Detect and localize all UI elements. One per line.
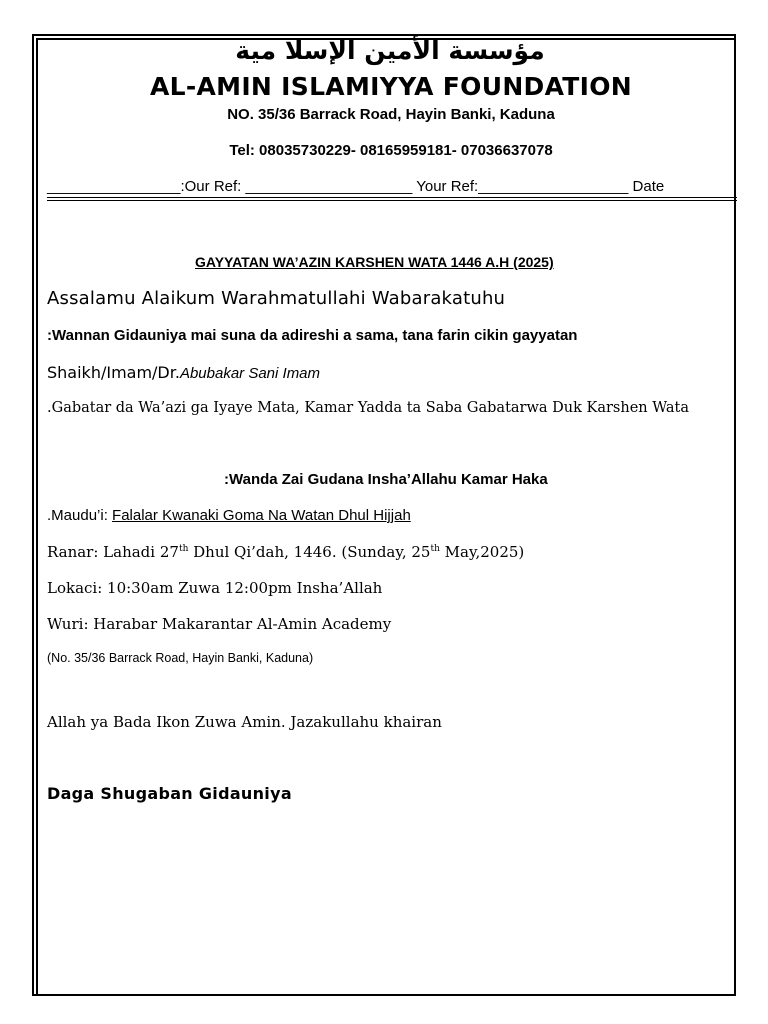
closing-line: Allah ya Bada Ikon Zuwa Amin. Jazakullahu khairan: [47, 713, 442, 731]
date-middle: Dhul Qi’dah, 1446. (Sunday, 25: [188, 543, 431, 561]
intro-line: :Wannan Gidauniya mai suna da adireshi a sama, tana farin cikin gayyatan: [47, 327, 578, 344]
date-prefix: Ranar: Lahadi 27: [47, 543, 179, 561]
letter-subject: GAYYATAN WA’AZIN KARSHEN WATA 1446 A.H (2025): [195, 254, 554, 270]
topic-value: Falalar Kwanaki Goma Na Watan Dhul Hijjah: [112, 507, 411, 524]
reference-line: ________________:Our Ref: ____________________ Your Ref:__________________ Date: [47, 178, 665, 195]
topic-row: [47, 507, 411, 524]
purpose-line: .Gabatar da Wa’azi ga Iyaye Mata, Kamar Yadda ta Saba Gabatarwa Duk Karshen Wata: [47, 400, 689, 416]
foundation-name: AL-AMIN ISLAMIYYA FOUNDATION: [149, 72, 633, 101]
venue-address: (No. 35/36 Barrack Road, Hayin Banki, Kaduna): [47, 651, 314, 665]
salutation: Assalamu Alaikum Warahmatullahi Wabarakatuhu: [47, 288, 506, 309]
date-ordinal-2: th: [430, 544, 440, 554]
header-divider-secondary: [47, 200, 737, 201]
date-suffix: May,2025): [439, 543, 525, 561]
date-row: [47, 543, 524, 561]
foundation-address: NO. 35/36 Barrack Road, Hayin Banki, Kaduna: [227, 106, 555, 123]
header-divider: [47, 197, 737, 198]
speaker-name: Abubakar Sani Imam: [179, 365, 321, 382]
arabic-foundation-name: مؤسسة الأمين الإسلا مية: [235, 36, 545, 65]
signoff: Daga Shugaban Gidauniya: [47, 784, 292, 803]
topic-label: .Maudu’i:: [47, 507, 113, 524]
foundation-phones: Tel: 08035730229- 08165959181- 07036637078: [229, 142, 553, 159]
time-row: Lokaci: 10:30am Zuwa 12:00pm Insha’Allah: [47, 579, 383, 597]
date-ordinal-1: th: [178, 544, 189, 554]
speaker-line: [47, 363, 320, 382]
speaker-title: Shaikh/Imam/Dr.: [47, 363, 180, 382]
agenda-heading: :Wanda Zai Gudana Insha’Allahu Kamar Haka: [224, 471, 548, 488]
venue-row: Wuri: Harabar Makarantar Al-Amin Academy: [47, 615, 392, 633]
